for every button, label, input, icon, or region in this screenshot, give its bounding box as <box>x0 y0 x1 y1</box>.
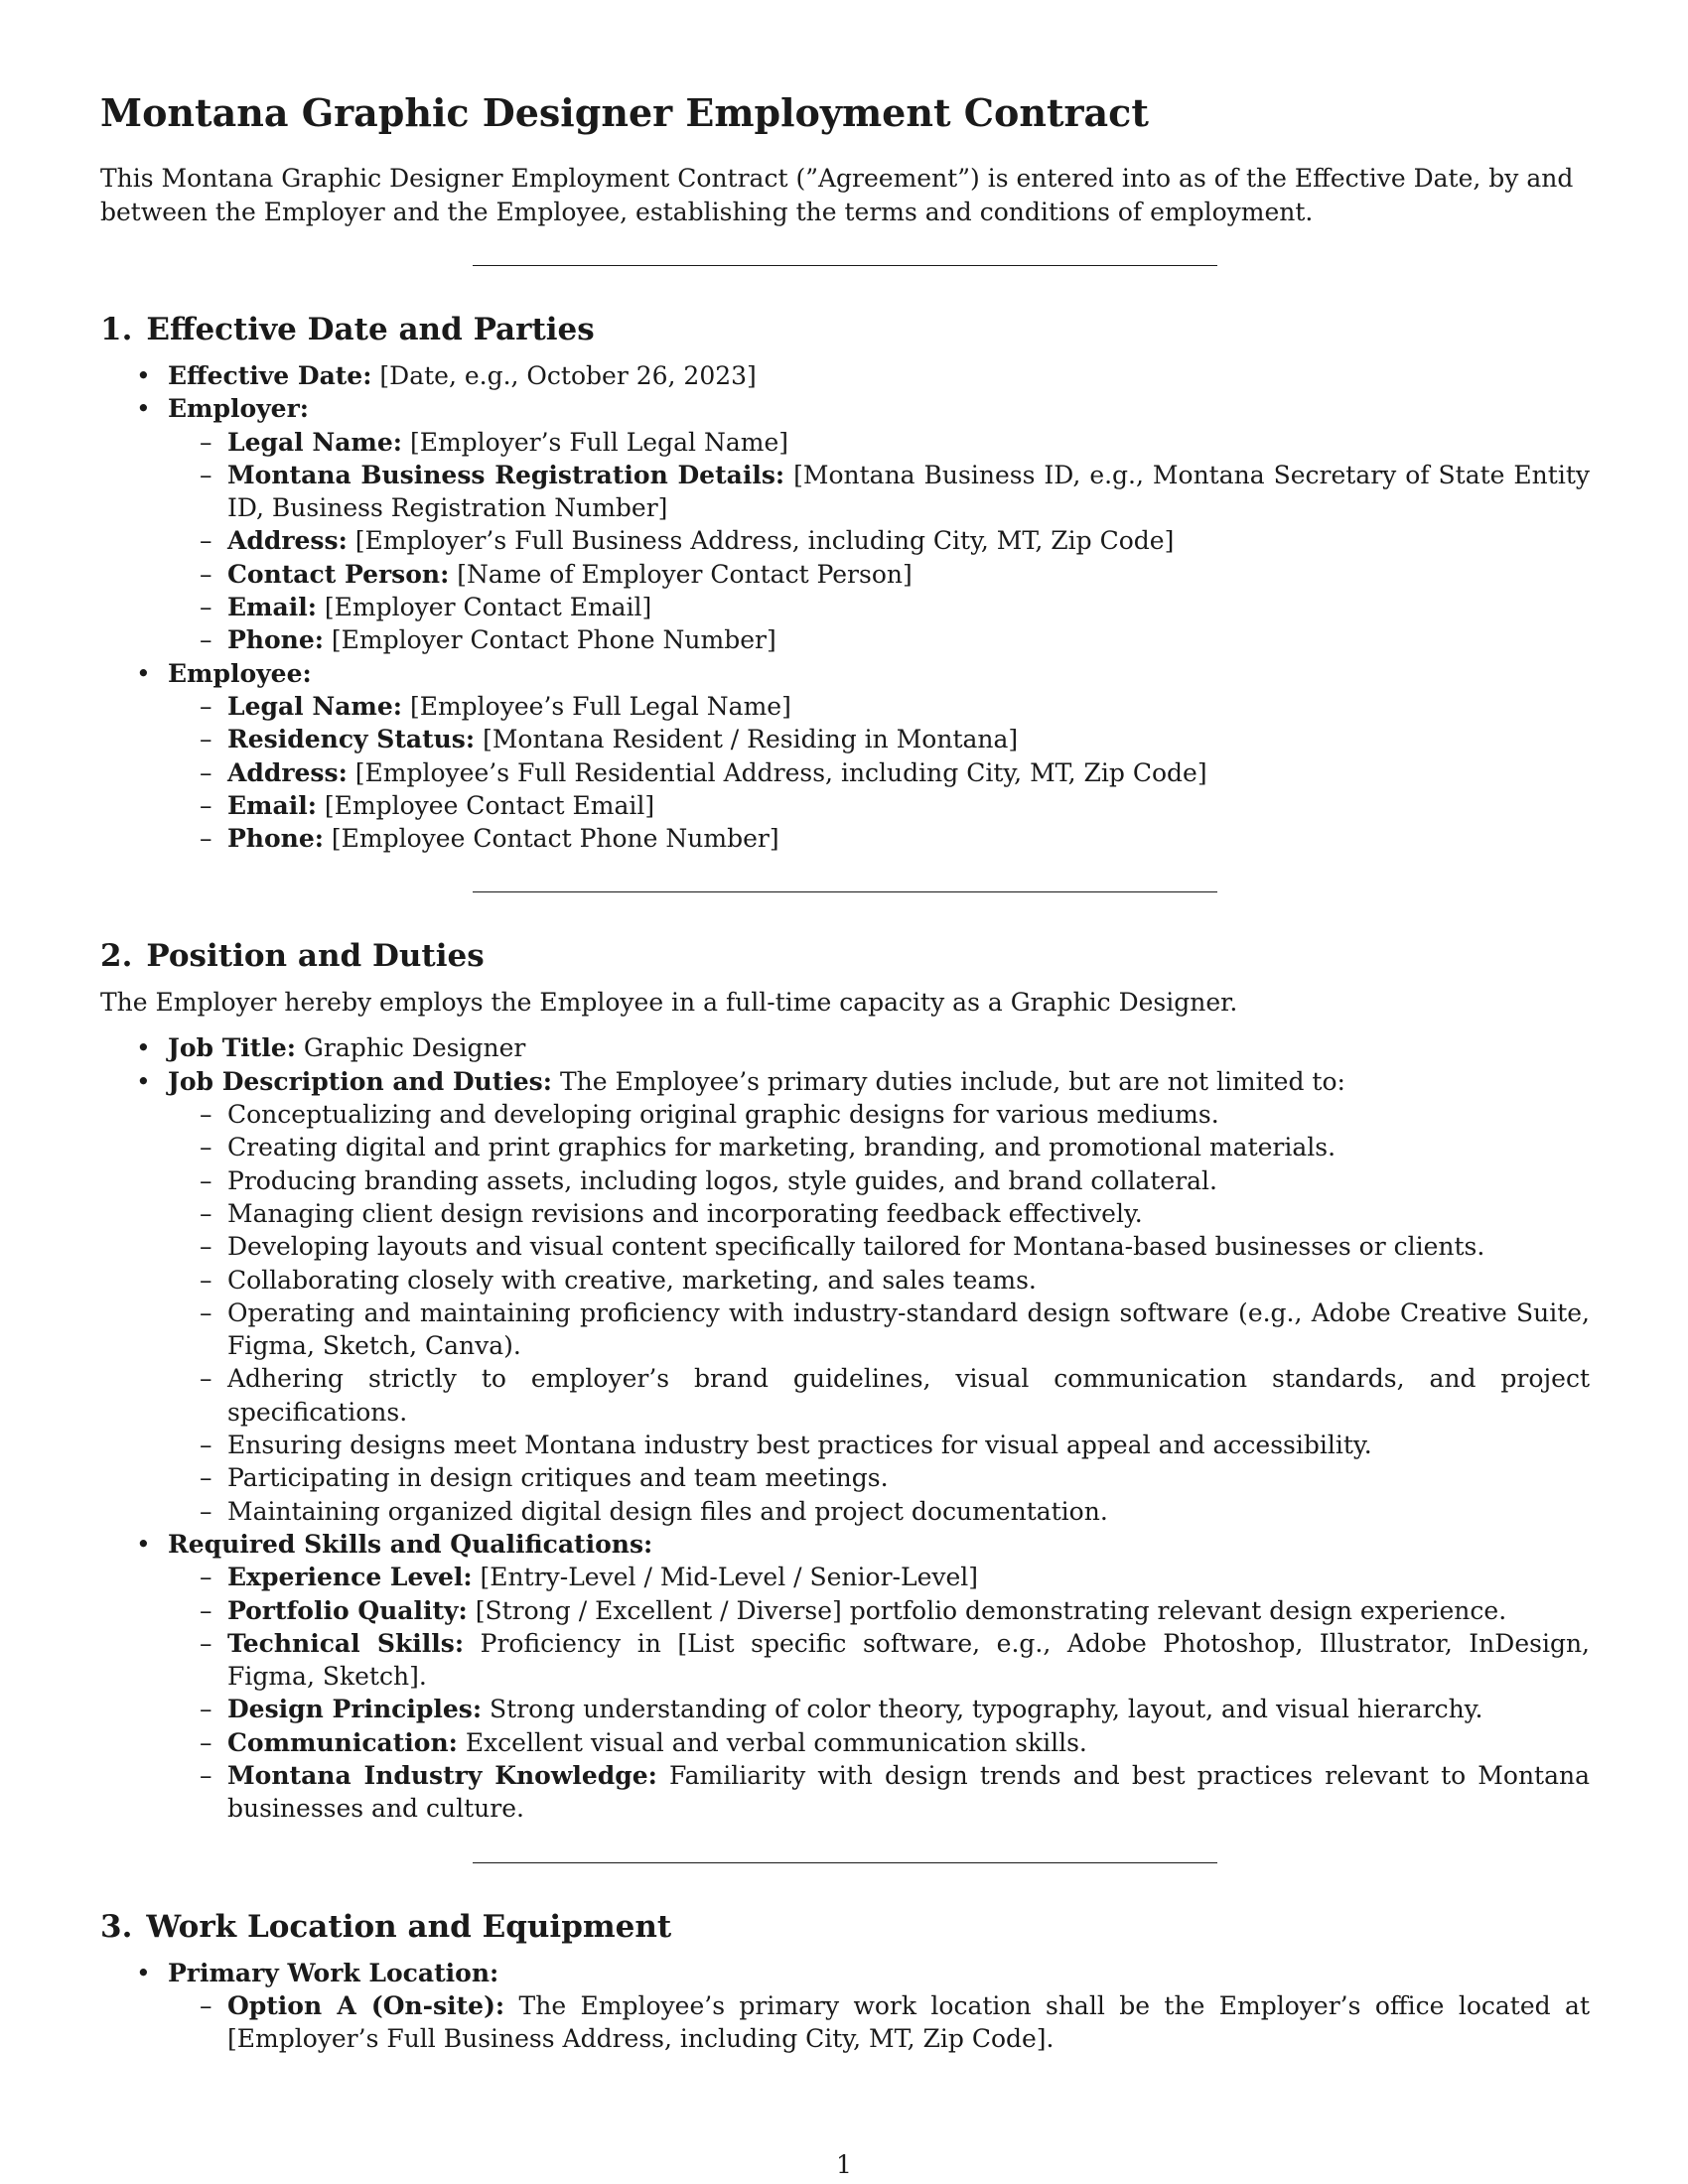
list-item <box>168 426 1590 459</box>
list-item <box>168 789 1590 822</box>
item-label: Montana Business Registration Details: <box>227 460 785 489</box>
list-item <box>168 623 1590 656</box>
item-value: Excellent visual and verbal communication skills. <box>465 1727 1087 1757</box>
location-options <box>168 1989 1590 2056</box>
list-item <box>100 1957 1590 2056</box>
item-label: Technical Skills: <box>227 1628 465 1658</box>
list-item <box>168 690 1590 723</box>
list-item <box>100 1031 1590 1064</box>
list-item <box>168 1989 1590 2056</box>
item-label: Address: <box>227 757 348 787</box>
section-2-heading <box>100 936 1590 976</box>
item-value: [Employee Contact Email] <box>324 790 655 820</box>
list-item <box>100 657 1590 856</box>
item-label: Communication: <box>227 1727 458 1757</box>
list-item: – Developing layouts and visual content specifically tailored for Montana-based businesses or clients. <box>168 1230 1590 1263</box>
list-item <box>168 1759 1590 1826</box>
list-item <box>168 1561 1590 1593</box>
item-value: The Employee’s primary work location shall be the Employer’s office located at [Employer’s Full Business Address, including City, MT, Zip Code]. <box>227 1990 1591 2054</box>
parties-list <box>100 359 1590 855</box>
item-value: [Montana Business ID, e.g., Montana Secretary of State Entity ID, Business Registration Number] <box>227 460 1590 523</box>
item-label: Effective Date: <box>168 361 372 390</box>
item-label: Employer: <box>168 394 309 424</box>
list-item <box>100 359 1590 392</box>
item-label: Montana Industry Knowledge: <box>227 1760 657 1790</box>
item-value: Familiarity with design trends and best practices relevant to Montana businesses and culture. <box>227 1760 1591 1824</box>
item-value: Strong understanding of color theory, typography, layout, and visual hierarchy. <box>490 1695 1483 1724</box>
item-value: [Montana Resident / Residing in Montana] <box>483 725 1019 754</box>
employee-details <box>168 690 1590 855</box>
list-item: – Ensuring designs meet Montana industry best practices for visual appeal and accessibility. <box>168 1429 1590 1461</box>
duties-list <box>168 1098 1590 1528</box>
list-item <box>168 459 1590 525</box>
section-title: Position and Duties <box>146 938 485 975</box>
list-item <box>168 723 1590 755</box>
list-item <box>168 1627 1590 1694</box>
item-label: Phone: <box>227 824 324 854</box>
item-label: Experience Level: <box>227 1563 473 1592</box>
item-value: Graphic Designer <box>303 1033 526 1063</box>
location-list <box>100 1957 1590 2056</box>
item-value: [Name of Employer Contact Person] <box>457 559 913 589</box>
item-label: Job Description and Duties: <box>168 1066 552 1096</box>
list-item <box>168 822 1590 855</box>
document-page <box>100 84 1590 2055</box>
section-2-intro: The Employer hereby employs the Employee in a full-time capacity as a Graphic Designer. <box>100 988 1238 1018</box>
item-value: [Employer Contact Email] <box>324 593 652 622</box>
list-item: – Managing client design revisions and incorporating feedback effectively. <box>168 1197 1590 1230</box>
list-item <box>168 1693 1590 1725</box>
list-item: – Creating digital and print graphics for marketing, branding, and promotional materials. <box>168 1131 1590 1163</box>
item-label: Residency Status: <box>227 725 476 754</box>
item-label: Portfolio Quality: <box>227 1595 468 1625</box>
skills-list <box>168 1561 1590 1825</box>
list-item: – Conceptualizing and developing original graphic designs for various mediums. <box>168 1098 1590 1131</box>
item-value: [Date, e.g., October 26, 2023] <box>379 361 757 390</box>
section-number: 2. <box>100 938 133 975</box>
list-item <box>100 1065 1590 1528</box>
item-label: Phone: <box>227 625 324 655</box>
section-1-heading <box>100 310 1590 349</box>
item-label: Legal Name: <box>227 427 403 457</box>
item-label: Email: <box>227 593 317 622</box>
item-label: Required Skills and Qualifications: <box>168 1529 653 1559</box>
list-item <box>168 1594 1590 1627</box>
document-title: Montana Graphic Designer Employment Contract <box>100 90 1149 135</box>
item-value: The Employee’s primary duties include, but are not limited to: <box>559 1066 1345 1096</box>
intro-paragraph: This Montana Graphic Designer Employment Contract (”Agreement”) is entered into as of the Effective Date, by and between the Employer and the Employee, establishing the terms and conditions of employment. <box>100 164 1574 226</box>
section-title: Work Location and Equipment <box>146 1908 672 1945</box>
list-item: – Participating in design critiques and team meetings. <box>168 1461 1590 1494</box>
item-label: Address: <box>227 526 348 556</box>
item-value: [Entry-Level / Mid-Level / Senior-Level] <box>480 1563 979 1592</box>
item-label: Job Title: <box>168 1033 296 1063</box>
section-number: 1. <box>100 312 133 347</box>
item-label: Option A (On-site): <box>227 1990 505 2020</box>
position-list <box>100 1031 1590 1825</box>
list-item <box>168 756 1590 789</box>
page-number: 1 <box>836 2150 852 2179</box>
list-item <box>100 1528 1590 1826</box>
item-label: Contact Person: <box>227 559 450 589</box>
item-label: Email: <box>227 790 317 820</box>
list-item: – Operating and maintaining proficiency with industry-standard design software (e.g., Adobe Creative Suite, Figma, Sketch, Canva). <box>168 1297 1590 1363</box>
list-item <box>168 1726 1590 1759</box>
section-number: 3. <box>100 1908 133 1945</box>
list-item: – Maintaining organized digital design files and project documentation. <box>168 1495 1590 1528</box>
item-value: Proficiency in [List specific software, e.g., Adobe Photoshop, Illustrator, InDesign, Figma, Sketch]. <box>227 1628 1591 1692</box>
item-label: Primary Work Location: <box>168 1958 499 1987</box>
item-value: [Employer’s Full Legal Name] <box>409 427 788 457</box>
list-item <box>168 524 1590 557</box>
list-item: – Collaborating closely with creative, marketing, and sales teams. <box>168 1264 1590 1297</box>
item-label: Design Principles: <box>227 1695 483 1724</box>
list-item <box>168 591 1590 623</box>
section-divider <box>473 891 1217 892</box>
item-value: [Strong / Excellent / Diverse] portfolio demonstrating relevant design experience. <box>475 1595 1507 1625</box>
list-item <box>100 392 1590 656</box>
list-item: – Adhering strictly to employer’s brand guidelines, visual communication standards, and project specifications. <box>168 1362 1590 1429</box>
employer-details <box>168 426 1590 657</box>
item-value: [Employer’s Full Business Address, including City, MT, Zip Code] <box>354 526 1175 556</box>
item-label: Legal Name: <box>227 691 403 721</box>
section-title: Effective Date and Parties <box>146 312 595 347</box>
list-item <box>168 558 1590 591</box>
section-3-heading <box>100 1907 1590 1947</box>
item-value: [Employer Contact Phone Number] <box>331 625 776 655</box>
item-value: [Employee’s Full Residential Address, including City, MT, Zip Code] <box>354 757 1207 787</box>
section-divider <box>473 1862 1217 1863</box>
section-divider <box>473 265 1217 266</box>
list-item: – Producing branding assets, including logos, style guides, and brand collateral. <box>168 1164 1590 1197</box>
item-value: [Employee’s Full Legal Name] <box>409 691 791 721</box>
item-label: Employee: <box>168 658 312 688</box>
item-value: [Employee Contact Phone Number] <box>331 824 779 854</box>
